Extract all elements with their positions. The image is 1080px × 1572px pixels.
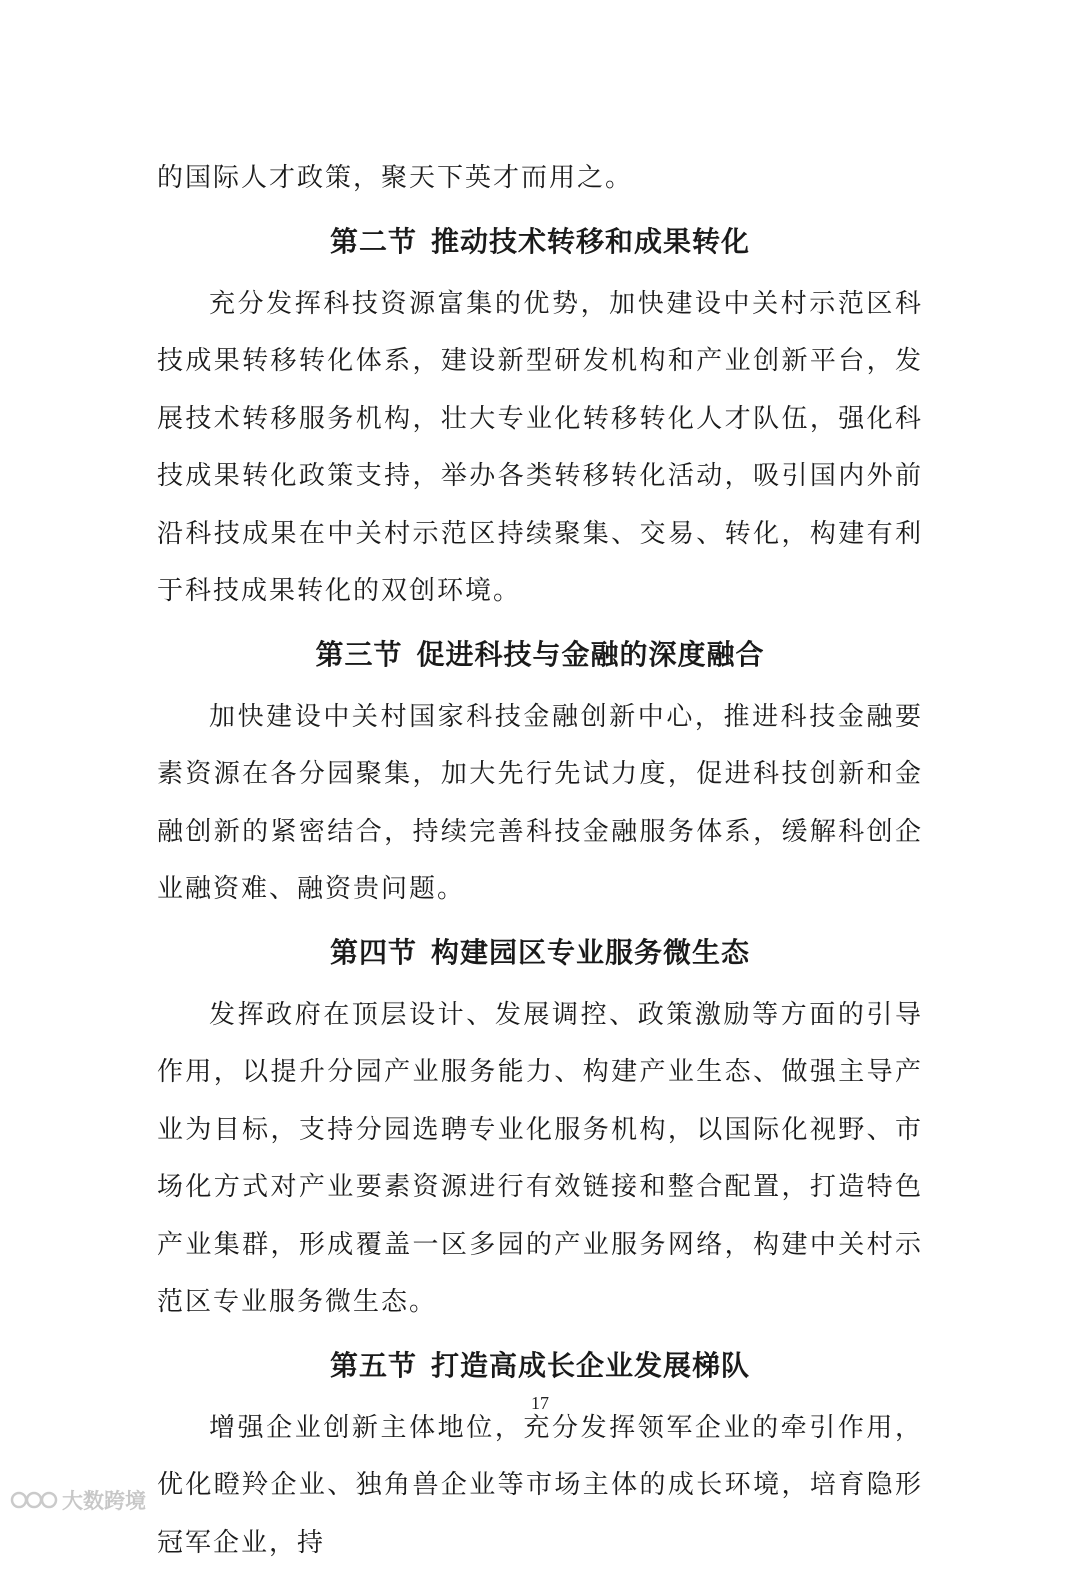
section-title: 打造高成长企业发展梯队 xyxy=(431,1349,750,1382)
section-heading-5 xyxy=(157,1332,923,1400)
section-body-3: 加快建设中关村国家科技金融创新中心，推进科技金融要素资源在各分园聚集，加大先行先试力度，促进科技创新和金融创新的紧密结合，持续完善科技金融服务体系，缓解科创企业融资难、融资贵问题。 xyxy=(157,689,923,919)
watermark-text: 大数跨境 xyxy=(62,1485,146,1515)
section-body-4: 发挥政府在顶层设计、发展调控、政策激励等方面的引导作用，以提升分园产业服务能力、构建产业生态、做强主导产业为目标，支持分园选聘专业化服务机构，以国际化视野、市场化方式对产业要素资源进行有效链接和整合配置，打造特色产业集群，形成覆盖一区多园的产业服务网络，构建中关村示范区专业服务微生态。 xyxy=(157,987,923,1332)
section-label: 第三节 xyxy=(315,638,402,671)
section-body-2: 充分发挥科技资源富集的优势，加快建设中关村示范区科技成果转移转化体系，建设新型研发机构和产业创新平台，发展技术转移服务机构，壮大专业化转移转化人才队伍，强化科技成果转化政策支持，举办各类转移转化活动，吸引国内外前沿科技成果在中关村示范区持续聚集、交易、转化，构建有利于科技成果转化的双创环境。 xyxy=(157,276,923,621)
section-label: 第四节 xyxy=(330,936,417,969)
section-title: 构建园区专业服务微生态 xyxy=(431,936,750,969)
section-label: 第五节 xyxy=(330,1349,417,1382)
section-heading-3 xyxy=(157,621,923,689)
section-title: 推动技术转移和成果转化 xyxy=(431,225,750,258)
intro-paragraph: 的国际人才政策，聚天下英才而用之。 xyxy=(157,150,923,208)
page-content xyxy=(157,150,923,1572)
section-title: 促进科技与金融的深度融合 xyxy=(417,638,765,671)
watermark-logo-icon xyxy=(10,1485,58,1515)
section-body-5: 增强企业创新主体地位，充分发挥领军企业的牵引作用，优化瞪羚企业、独角兽企业等市场主体的成长环境，培育隐形冠军企业，持 xyxy=(157,1400,923,1572)
section-heading-2 xyxy=(157,208,923,276)
section-heading-4 xyxy=(157,919,923,987)
watermark xyxy=(10,1482,146,1518)
section-label: 第二节 xyxy=(330,225,417,258)
page-number: 17 xyxy=(0,1393,1080,1414)
